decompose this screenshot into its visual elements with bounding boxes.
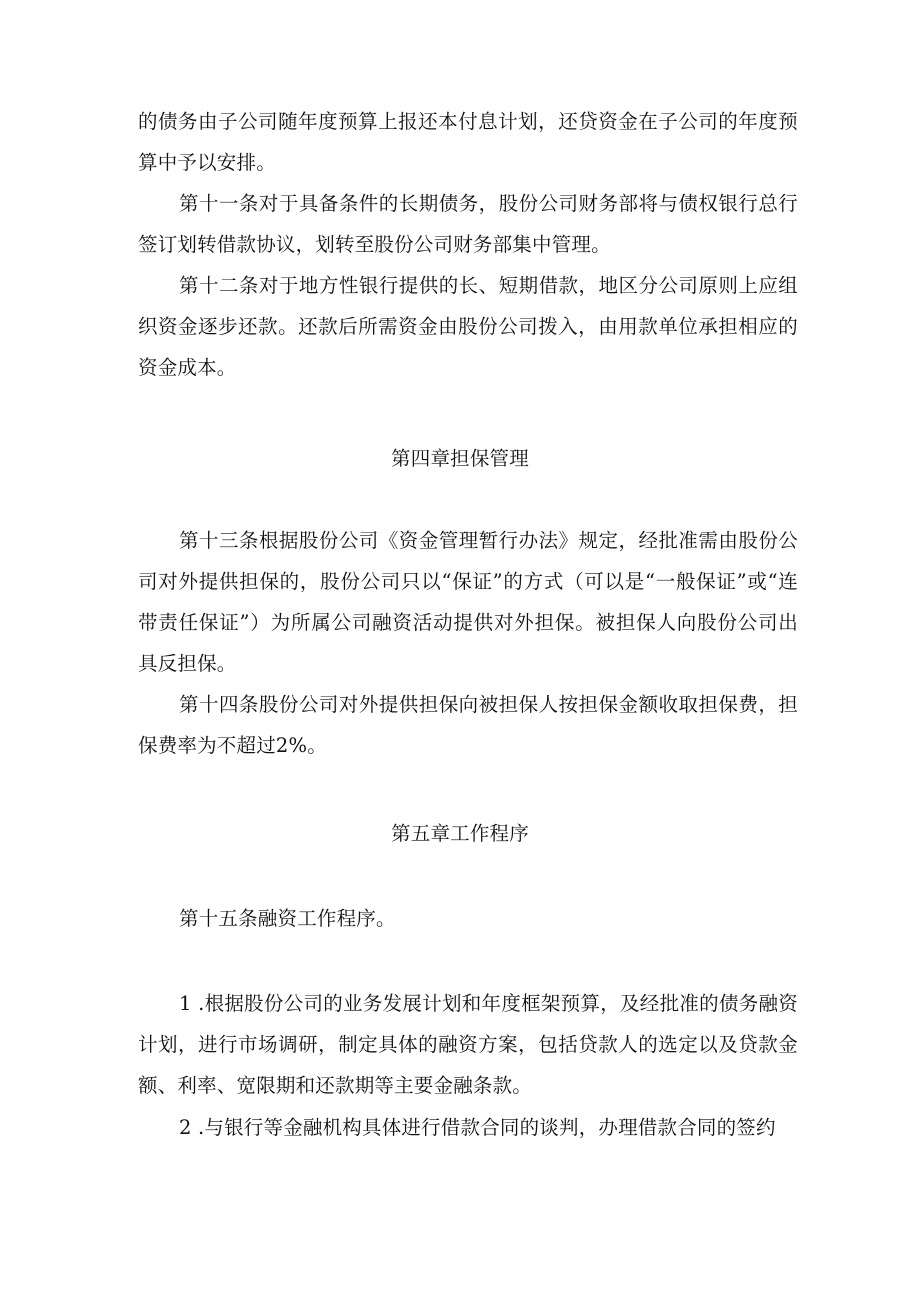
chapter-5-heading: 第五章工作程序: [391, 822, 529, 845]
paragraph-article-11: 第十一条对于具备条件的长期债务，股份公司财务部将与债权银行总行签订划转借款协议，划转至股份公司财务部集中管理。: [138, 192, 798, 256]
paragraph-article-13: 第十三条根据股份公司《资金管理暂行办法》规定，经批准需由股份公司对外提供担保的，股份公司只以“保证”的方式（可以是“一般保证”或“连带责任保证”）为所属公司融资活动提供对外担保。被担保人向股份公司出具反担保。: [138, 529, 798, 675]
chapter-4-heading: 第四章担保管理: [391, 447, 529, 470]
paragraph-article-14: 第十四条股份公司对外提供担保向被担保人按担保金额收取担保费，担保费率为不超过2%。: [138, 693, 798, 757]
paragraph-procedure-step-2: 2 .与银行等金融机构具体进行借款合同的谈判，办理借款合同的签约: [179, 1116, 776, 1139]
paragraph-procedure-step-1: 1 .根据股份公司的业务发展计划和年度框架预算，及经批准的债务融资计划，进行市场调研，制定具体的融资方案，包括贷款人的选定以及贷款金额、利率、宽限期和还款期等主要金融条款。: [138, 992, 798, 1097]
paragraph-article-12: 第十二条对于地方性银行提供的长、短期借款，地区分公司原则上应组织资金逐步还款。还款后所需资金由股份公司拨入，由用款单位承担相应的资金成本。: [138, 274, 798, 379]
paragraph-debt-repayment-plan: 的债务由子公司随年度预算上报还本付息计划，还贷资金在子公司的年度预算中予以安排。: [138, 110, 798, 174]
paragraph-article-15: 第十五条融资工作程序。: [179, 907, 396, 930]
